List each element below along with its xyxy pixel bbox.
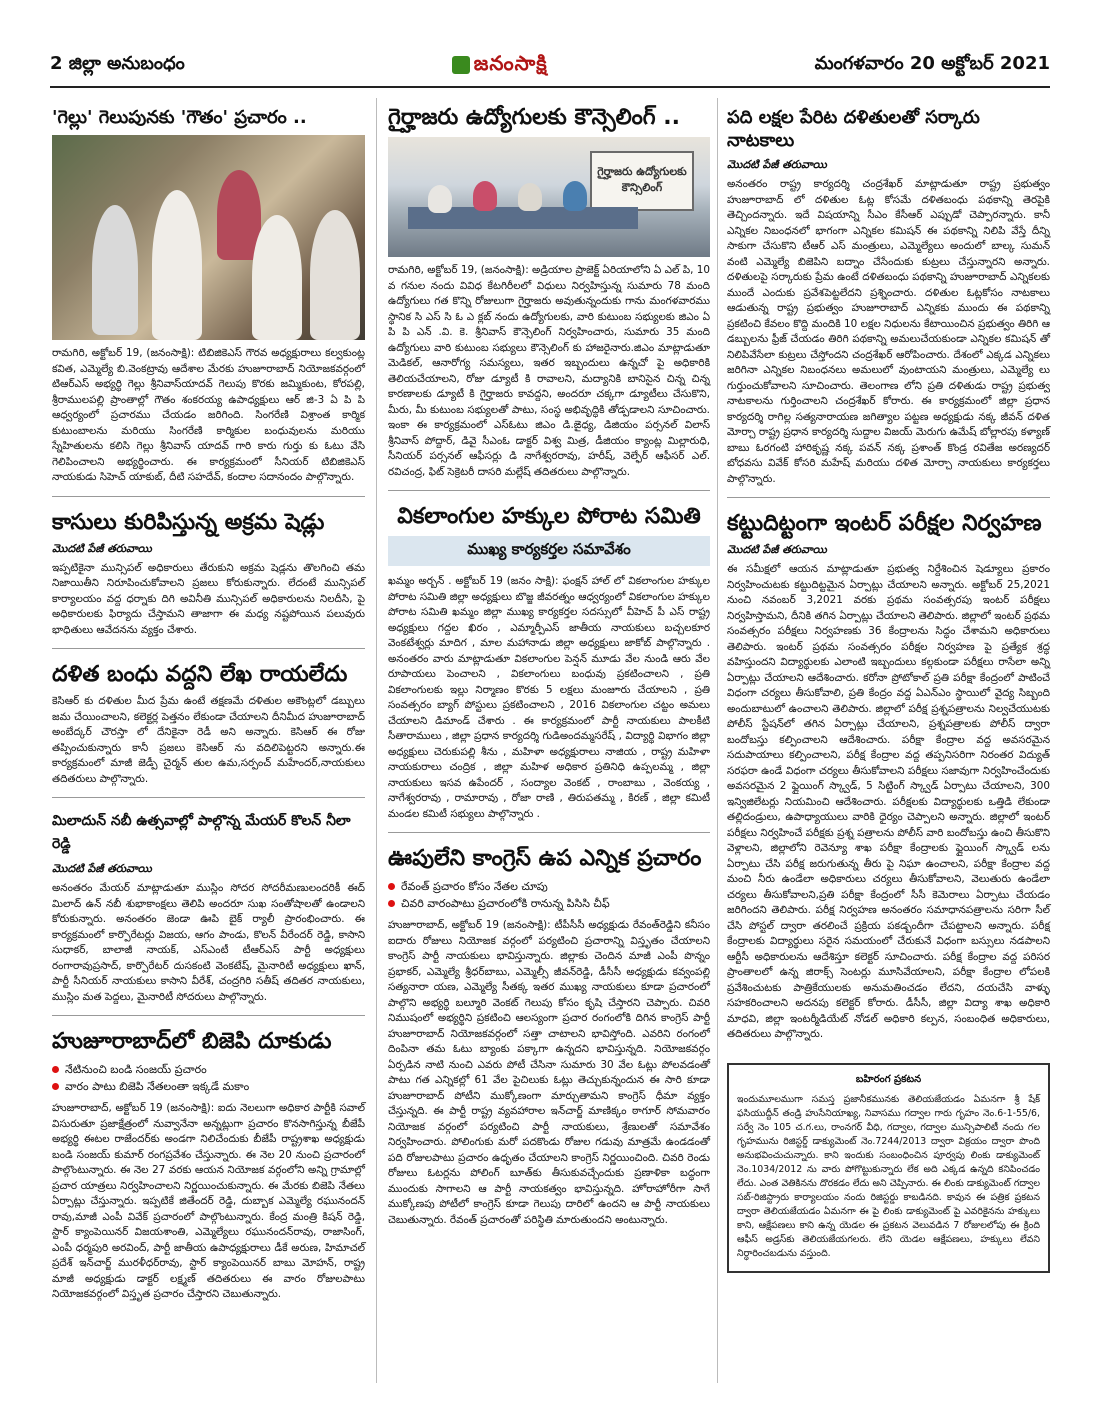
column-divider (376, 98, 377, 1383)
byline: మొదటి పేజీ తరువాయి (727, 543, 827, 556)
person-figure (428, 185, 452, 213)
article-body: ఖమ్మం అర్బన్ . అక్టోబర్ 19 (జనం సాక్షి): ఫంక్షన్ హాల్ లో వికలాంగుల హక్కుల పోరాట సమితి జిల్లా అధ్యక్షులు బొజ్జ జీవరత్నం ఆధ్వర్యంలో వికలాంగుల హక్కుల పోరాట సమితి ఖమ్మం జిల్లా ముఖ్య కార్యకర్తల సదస్సులో వీహెచ్ పీ ఎస్ రాష్ట్ర అధ్యక్షులు గద్దల ఖిరం , ఎమ్మార్పీఎస్ జాతీయ నాయకులు బచ్చలకూర వెంకటేశ్వర్లు మాదిగ , మాల మహానాడు జిల్లా అధ్యక్షులు జాకోబ్ పాల్గొన్నారు . అనంతరం వారు మాట్లాడుతూ వికలాంగుల పెన్షన్ మూడు వేల నుండి ఆరు వేల రూపాయలు పెంచాలని , వికలాంగులు బంధువు ప్రకటించాలని , ప్రతి వికలాంగులకు ఇల్లు నిర్మాణం కొరకు 5 లక్షలు మంజూరు చేయాలని , ప్రతి సంవత్సరం బ్యాగ్ పోస్టులు ప్రకటించాలని , 2016 వికలాంగుల చట్టం అమలు చేయాలని డిమాండ్ చేశారు . ఈ కార్యక్రమంలో పార్టీ నాయకులు పాలకీటి సీతారాములు , జిల్లా ప్రధాన కార్యదర్శి గుడిఅందమ్మసరేష్ , విద్యార్థి విభాగం జిల్లా అధ్యక్షులు చెరుకుపల్లి శీను , మహిళా అధ్యక్షురాలు నాజియ , రాష్ట్ర మహిళా నాయకురాలు చంద్రిక , జిల్లా మహిళ అధికార ప్రతినిధి ఉప్పలమ్మ , జిల్లా నాయకులు ఇసవ ఉపేందర్ , సంద్యాల వెంకట్ , రాంబాబు , వెంకయ్య , నాగేశ్వరరావు , రామారావు , రోజా రాణి , తిరుపతమ్మ , కిరణ్ , జిల్లా కమిటీ మండల కమిటీ సభ్యులు పాల్గొన్నారు . (388, 575, 710, 820)
article-body: అనంతరం రాష్ట్ర కార్యదర్శి చంద్రశేఖర్ మాట్లాడుతూ రాష్ట్ర ప్రభుత్వం హుజూరాబాద్ లో దళితుల ఓట్ల కోసమే దళితబంధు పథకాన్ని తెరపైకి తెచ్చిందన్నారు. ఇదే విషయాన్ని సీఎం కేసీఆర్ ఎప్పుడో చెప్పారన్నారు. కానీ ఎన్నికల నిబంధనలో భాగంగా ఎన్నికల కమిషన్ ఈ పథకాన్ని నిలిపి వేస్తే దీన్ని సాకుగా చేసుకొని టీఆర్ ఎస్ మంత్రులు, ఎమ్మెల్యేలు అందులో బాల్క సుమన్ వంటి ఎమ్మెల్యే బిజెపిని బద్నాం చేసేందుకు కుట్రలు చేస్తున్నారని అన్నారు. దళితులపై సర్కారుకు ప్రేమ ఉంటే దళితబంధు పథకాన్ని హుజూరాబాద్ ఎన్నికలకు ముందే ఎందుకు ప్రవేశపెట్టలేదని ప్రశ్నించారు. దళితుల ఓట్లకోసం నాటకాలు ఆడుతున్న రాష్ట్ర ప్రభుత్వం హుజూరాబాద్ ఎన్నికకు ముందు ఈ పథకాన్ని ప్రకటించి కేవలం కొద్ది మందికి 10 లక్షల నిధులను కేటాయించిన ప్రభుత్వం తిరిగి ఆ డబ్బులను ఫ్రీజ్ చేయడం తిరిగి పథకాన్ని అమలుచేయకుండా ఎన్నికల కమిషన్ తో నిలిపివేసేలా కుట్రలు చేస్తోందని చంద్రశేఖర్ ఆరోపించారు. దేశంలో ఎక్కడ ఎన్నికలు జరిగినా ఎన్నికల నిబంధనలు అమలులో వుంటాయని మంత్రులు, ఎమ్మెల్యే లు గుర్తుంచుకోవాలని సూచించారు. తెలంగాణ లోని ప్రతి దళితుడు రాష్ట్ర ప్రభుత్వ నాటకాలను గుర్తించాలని చంద్రశేఖర్ కోరారు. ఈ కార్యక్రమంలో జిల్లా ప్రధాన కార్యదర్శి రాగిల్ల సత్యనారాయణ జగిత్యాల పట్టణ అధ్యక్షుడు నక్క జీవన్ దళిత మోర్చా రాష్ట్ర ప్రధాన కార్యదర్శి సుద్దాల విజయ్ మెరుగు ఉమేష్ బోల్లారపు కళ్యాణ్ బాబు ఓరగంటి హారికృష్ణ నక్క పవన్ నక్క ప్రశాంత్ కొండ్ర రవితేజ అరణ్యదర్ బోధవసు వివేక్ కోసరి మహేష్ మరియు దళిత మోర్చా నాయకులు కార్యకర్తలు పాల్గొన్నారు. (727, 178, 1050, 485)
bullet-dot-icon (52, 1066, 59, 1073)
article-subheadline: ముఖ్య కార్యకర్తల సమావేశం (388, 536, 710, 566)
article-headline: కాసులు కురిపిస్తున్న అక్రమ షెడ్లు (52, 509, 325, 535)
bullet-dot-icon (52, 1083, 59, 1090)
person-figure (152, 190, 202, 340)
article-body: అనంతరం మేయర్ మాట్లాడుతూ ముస్లిం సోదర సోదరీమణులందరికీ ఈద్ మిలాద్ ఉన్ నబీ శుభాకాంక్షలు తెలిపి అందరూ సుఖ సంతోషాలతో ఉండాలని కోరుకున్నారు. అనంతరం జెండా ఊపి బైక్ ర్యాలీ ప్రారంభించారు. ఈ కార్యక్రమంలో కార్పొరేటర్లు విజయ, ఆగం పాండు, కొలన్ వీరేందర్ రెడ్డి, కాసాని సుధాకర్, బాలాజీ నాయక్, ఎస్ఎంటీ టీఆర్ఎస్ పార్టీ అధ్యక్షులు రంగారావుప్రసాద్, కార్పొరేటర్ దుసకంటి వెంకటేష్, మైనారిటీ అధ్యక్షులు ఖాన్, పార్టీ సీనియర్ నాయకులు కాసాని వీరేశ్, చంద్రగిరి సతీష్ తదితర నాయకులు, ముస్లిం మత పెద్దలు, మైనారిటీ సోదరులు పాల్గొన్నారు. (52, 882, 365, 1003)
divider (52, 648, 365, 649)
article-body: రామగిరి, అక్టోబర్ 19, (జనంసాక్షి): అడ్రియాల ప్రాజెక్ట్ ఏరియాలోని ఏ ఎల్ పి, 10 వ గనుల నందు వివిధ కేటగిరీలలో విధులు నిర్వహిస్తున్న సుమారు 78 మంది ఉద్యోగులు గత కొన్ని రోజులుగా గైర్హాజరు అవుతున్నందుకు గాను మంగళవారము స్థానిక సి ఎస్ సి ఓ ఎ క్లబ్ నందు ఉద్యోగులకు, వారి కుటుంబ సభ్యులకు జిఎం ఏ పి పి ఎన్ .వి. కె. శ్రీనివాస్ కౌన్సెలింగ్ నిర్వహించారు, సుమారు 35 మంది ఉద్యోగులు వారి కుటుంబ సభ్యులు కౌన్సెలింగ్ కు హాజరైనారు.జిఎం మాట్లాడుతూ మెడికల్, ఆనారోగ్య సమస్యలు, ఇతర ఇబ్బందులు ఉన్నచో పై అధికారికి తెలియచేయాలని, రోజు డ్యూటీ కి రావాలని, మద్యానికి బానిసైన చిన్న చిన్న కారణాలకు డ్యూటీ కి గైర్హాజరు కావద్దని, అందరూ చక్కగా డ్యూటీలు చేసుకొని, మీరు, మీ కుటుంబ సభ్యులతో పాటు, సంస్థ అభివృద్ధికి తోడ్పడాలని సూచించారు. ఇంకా ఈ కార్యక్రమంలో ఎస్ఓటు జిఎం డి.ఙైధ్య, డిజియం పర్సనల్ విలాస్ శ్రీనివాస్ పోద్దార్, డివై సీఎంఓ డాక్టర్ విశ్వ మిత్ర, డీజియం క్యాంట్ల మిల్లారుధి, సీనియర్ పర్సనల్ ఆఫీసర్లు డి నాగేశ్వరరావు, హరీష్, వెల్ఫేర్ ఆఫీసర్ ఎల్. రవిచంద్ర, ఫిట్ సెక్రెటరీ దాసరి మల్లేష్ తదితరులు పాల్గొన్నారు. (388, 264, 710, 478)
page-label: 2 జిల్లా అనుబంధం (50, 52, 185, 74)
person-figure (518, 183, 542, 211)
article-headline: హుజూరాబాద్‌లో బిజెపి దూకుడు (52, 1029, 332, 1054)
divider (52, 496, 365, 497)
article-headline: కట్టుదిట్టంగా ఇంటర్ పరీక్షల నిర్వహణ (727, 511, 1042, 536)
bullet-point: చివరి వారంపాటు ప్రచారంలోకి రానున్న పిసిసి చీఫ్ (388, 895, 710, 912)
divider (388, 490, 710, 491)
byline: మొదటి పేజీ తరువాయి (52, 541, 152, 555)
article-body: ఇప్పటికైనా మున్సిపల్ అధికారులు తేరుకుని అక్రమ షెడ్లను తొలగించి తమ నిజాయితీని నిరూపించుకోవాలని ప్రజలు కోరుకున్నారు. లేదంటే మున్సిపల్ కార్యాలయం వద్ద ధర్నాకు దిగి అవినీతి మున్సిపల్ అధికారులను నిలదీసి, పై అధికారులకు ఫిర్యాదు చేస్తామని తాజాగా ఈ మధ్య నష్టపోయిన పలువురు భాధితులు ఆవేదనను వ్యక్తం చేశారు. (52, 561, 365, 636)
ad-title: బహిరంగ ప్రకటన (855, 1073, 922, 1085)
person-figure (92, 205, 138, 335)
counselling-banner: గైర్హాజరు ఉద్యోగులకు కౌన్సిలింగ్ (590, 151, 694, 211)
bullet-point: రేవంత్ ప్రచారం కోసం నేతల చూపు (388, 878, 710, 895)
column-3 (727, 98, 1050, 1273)
ad-body: ఇందుమూలముగా సమస్త ప్రజానీకమునకు తెలియజేయడం ఏమనగా శ్రీ షేక్ ఫసియుద్దీన్ తండ్రి హుసేనియాఖ్య, నివాసము గద్వాల గారు గృహం నెం.6-1-55/6, సర్వే నెం 105 చ.గ.లు, రాంనగర్ వీధి, గద్వాల, గద్వాల మున్సిపాలిటీ నందు గల గృహమును రిజిస్టర్డ్ డాక్యుమెంట్ నెం.7244/2013 ద్వారా విక్రయం ద్వారా పొంది అనుభవించుచున్నారు. కాని ఇందుకు సంబంధించిన పూర్వపు లింకు డాక్యుమెంట్ నెం.1034/2012 ను వారు పోగొట్టుకున్నారు లేక అది ఎక్కడ ఉన్నది కనిపించడం లేదు. ఎంత వెతికినను దొరకడం లేదు అని చెప్పినారు. ఈ లింకు డాక్యుమెంట్ గద్వాల సబ్-రిజిస్ట్రారు కార్యాలయం నందు రిజిస్టర్డు కాబడినది. కావున ఈ పత్రిక ప్రకటన ద్వారా తెలియజేయడం ఏమనగా ఈ పై లింకు డాక్యుమెంట్ పై ఎవరికైనను హక్కులు కాని, ఆక్షేపణలు కాని ఉన్న యెడల ఈ ప్రకటన వెలువడిన 7 రోజులలోపు ఈ క్రింది ఆఫీస్ అడ్రస్‌కు తెలియజేయగలరు. లేని యెడల ఆక్షేపణలు, హక్కులు లేవని నిర్ధారించబడును వస్తుంది. (737, 1093, 1040, 1259)
bullet-point: నేటినుంచి బండి సంజయ్ ప్రచారం (52, 1061, 365, 1078)
article-body: కెసిఆర్ కు దళితుల మీద ప్రేమ ఉంటే తక్షణమే దళితుల అకౌంట్లలో డబ్బులు జమ చేయించాలని, కలెక్టర్ల పెత్తనం లేకుండా చేయాలని దీనిమీద హుజూరాబాద్ అంబేద్కర్ చౌరస్తా లో దేనికైనా రెడీ అని అన్నారు. కెసిఆర్ ఈ రోజు తప్పించుకున్నారు కానీ ప్రజలు కెసిఆర్ ను వదిలిపెట్టరని అన్నారు.ఈ కార్యక్రమంలో మాజీ జెడ్పీ చైర్మన్ తుల ఉమ,సర్పంచ్ మహేందర్,నాయకులు తదితరులు పాల్గొన్నారు. (52, 695, 365, 785)
masthead (50, 48, 1050, 82)
article-headline: గైర్హాజరు ఉద్యోగులకు కౌన్సెలింగ్ .. (388, 105, 680, 130)
bullet-dot-icon (388, 900, 395, 907)
person-figure (252, 215, 302, 340)
article-headline: ఊపులేని కాంగ్రెస్ ఉప ఎన్నిక ప్రచారం (388, 846, 702, 871)
person-figure (563, 181, 587, 211)
bullet-point: వారం పాటు బిజెపి నేతలంతా ఇక్కడే మకాం (52, 1078, 365, 1095)
divider (388, 832, 710, 833)
article-headline: 'గెల్లు' గెలుపునకు 'గౌతం' ప్రచారం .. (52, 107, 307, 128)
issue-date: మంగళవారం 20 అక్టోబర్ 2021 (814, 52, 1050, 74)
article-body: ఈ సమీక్షలో ఆయన మాట్లాడుతూ ప్రభుత్వ నిర్దేశించిన షెడ్యూలు ప్రకారం నిర్వహించుటకు కట్టుదిట్టమైన ఏర్పాట్లు చేయాలని అన్నారు. అక్టోబర్ 25,2021 నుంచి నవంబర్ 3,2021 వరకు ప్రథమ సంవత్సరపు ఇంటర్ పరీక్షలు నిర్వహిస్తామని, దీనికి తగిన ఏర్పాట్లు చేయాలని తెలిపారు. జిల్లాలో ఇంటర్ ప్రథమ సంవత్సరం పరీక్షలు నిర్వహణకు 36 కేంద్రాలను సిద్ధం చేశామని అధికారులు తెలిపారు. ఇంటర్ ప్రథమ సంవత్సరం పరీక్షల నిర్వహణ పై ప్రత్యేక శ్రద్ధ వహిస్తుందని విద్యార్థులకు ఎలాంటి ఇబ్బందులు కల్గకుండా పరీక్షలు రాసేలా అన్ని ఏర్పాట్లు చేయాలని ఆదేశించారు. కరోనా ప్రోటోకాల్ ప్రతి పరీక్షా కేంద్రంలో పాటించే విధంగా చర్యలు తీసుకోవాలి, ప్రతి కేంద్రం వద్ద ఏఎన్ఎం స్థాయిలో వైద్య సిబ్బంది అందుబాటులో ఉంచాలని తెలిపారు. జిల్లాలో పరీక్ష ప్రశ్నపత్రాలను నిల్వచేయుటకు పోలీస్ స్టేషన్‌లో తగిన ఏర్పాట్లు చేయాలని, ప్రశ్నపత్రాలకు పోలీస్ ద్వారా బందోబస్తు కల్పించాలని ఆదేశించారు. పరీక్షా కేంద్రాల వద్ద అవసరమైన సదుపాయాలు కల్పించాలని, పరీక్ష కేంద్రాల వద్ద తప్పనిసరిగా నిరంతర విద్యుత్ సరఫరా ఉండే విధంగా చర్యలు తీసుకోవాలని పరీక్షలు సజావుగా నిర్వహించేందుకు అవసరమైన 2 ఫ్లైయింగ్ స్క్వాడ్, 5 సిట్టింగ్ స్క్వాడ్ ఏర్పాటు చేయాలని, 300 ఇన్విజిలేటర్లు నియమించి ఆదేశించారు. పరీక్షలకు విద్యార్థులకు ఒత్తిడి లేకుండా తల్లిదండ్రులు, ఉపాధ్యాయులు వారికి ధైర్యం చెప్పాలని అన్నారు. జిల్లాలో ఇంటర్ పరీక్షలు నిర్వహించే పరీక్షకు ప్రశ్న పత్రాలను పోలీస్ వారి బందోబస్తు ఉంచి తీసుకొని వెళ్లాలని, జిల్లాలోని రెవెన్యూ శాఖ పరీక్షా కేంద్రాలకు ఫ్లైయింగ్ స్క్వాడ్ లను ఏర్పాటు చేసి పరీక్ష జరుగుతున్న తీరు పై నిఘా ఉంచాలని, పరీక్షా కేంద్రాల వద్ద మంచి నీరు ఉండేలా అధికారులు చర్యలు తీసుకోవాలని, వెలుతురు ఉండేలా చర్యలు తీసుకోవాలని,ప్రతి పరీక్షా కేంద్రంలో సీసీ కెమెరాలు ఏర్పాటు చేయడం జరిగిందని తెలిపారు. పరీక్ష నిర్వహణ అనంతరం సమాధానపత్రాలను సరిగా సీల్ చేసి పోస్టల్ ద్వారా తరలించే ప్రక్రియ పకడ్బందీగా చేపట్టాలని అన్నారు. పరీక్ష కేంద్రాలకు విద్యార్థులు సరైన సమయంలో చేరుకునే విధంగా బస్సులు నడపాలని ఆర్టీసీ అధికారులను ఆదేశిస్తూ కలెక్టర్ సూచించారు. పరీక్ష కేంద్రాల వద్ద పరిసర ప్రాంతాలలో ఉన్న జిరాక్స్ సెంటర్లు మూసివేయాలని, పరీక్షా కేంద్రాల లోపలకి ప్రవేశించుటకు పాత్రికేయులకు అనుమతించడం లేదని, దయచేసి వాళ్ళు సహకరించాలని అదనపు కలెక్టర్ కోరారు. డీసీసీ, జిల్లా విద్యా శాఖ అధికారి మాధవి, జిల్లా ఇంటర్మీడియేట్ నోడల్ అధికారి కల్పన, సంబంధిత అధికారులు, తదితరులు పాల్గొన్నారు. (727, 563, 1050, 1040)
column-1 (52, 98, 365, 1309)
article-headline: పది లక్షల పేరిట దళితులతో సర్కారు నాటకాలు (727, 107, 980, 151)
divider (52, 1015, 365, 1016)
column-2 (388, 98, 710, 1234)
article-headline: మిలాదున్ నబీ ఉత్సవాల్లో పాల్గొన్న మేయర్ కొలన్ నీలా రెడ్డి (52, 813, 351, 852)
logo-hand-icon (452, 56, 470, 74)
newspaper-logo (452, 51, 548, 80)
meeting-room-photo (388, 137, 710, 257)
person-figure (310, 210, 360, 340)
logo-text: జనంసాక్షి (473, 50, 548, 75)
divider (52, 797, 365, 798)
byline: మొదటి పేజీ తరువాయి (52, 862, 152, 875)
byline: మొదటి పేజీ తరువాయి (727, 158, 827, 171)
article-body: హుజూరాబాద్, అక్టోబర్ 19 (జనంసాక్షి): ఐదు నెలలుగా అధికార పార్టీకి సవాల్ విసురుతూ ప్రజాక్షేత్రంలో నువ్వానేనా అన్నట్లుగా ప్రచారం కొనసాగిస్తున్న బీజేపీ అభ్యర్థి ఈటల రాజేందర్‌కు అండగా నిలిచేందుకు బీజేపీ రాష్ట్రశాఖ అధ్యక్షుడు బండి సంజయ్ కుమార్ రంగప్రవేశం చేస్తున్నారు. ఈ నెల 20 నుంచి ప్రచారంలో పాల్గొంటున్నారు. ఈ నెల 27 వరకు ఆయన నియోజక వర్గంలోని అన్ని గ్రామాల్లో ప్రచార యాత్రలు నిర్వహించాలని నిర్ణయించుకున్నారు. ఈ మేరకు బిజెపి నేతలు ఏర్పాట్లు చేస్తున్నారు. ఇప్పటికే జితేందర్ రెడ్డి, దుబ్బాక ఎమ్మెల్యే రఘునందన్ రావు,మాజీ ఎంపీ వివేక్ ప్రచారంలో పాల్గొంటున్నారు. కేంద్ర మంత్రి కిషన్ రెడ్డి, స్టార్ క్యాంపెయినర్ విజయశాంతి, ఎమ్మెల్యేలు రఘునందన్‌రావు, రాజాసింగ్, ఎంపీ ధర్మపురి అరవింద్, పార్టీ జాతీయ ఉపాధ్యక్షురాలు డీకే అరుణ, హిమాచల్ ప్రదేశ్ ఇన్‌చార్జ్ మురళీధర్‌రావు, స్టార్ క్యాంపెయినర్ బాబు మోహన్, రాష్ట్ర మాజీ అధ్యక్షుడు డాక్టర్ లక్ష్మణ్ తదితరులు ఈ వారం రోజులపాటు నియోజకవర్గంలో విస్తృత ప్రచారం చేస్తారని చెబుతున్నారు. (52, 1102, 365, 1300)
article-body: హుజూరాబాద్, అక్టోబర్ 19 (జనంసాక్షి): టీపీసీసీ అధ్యక్షుడు రేవంత్‌రెడ్డిని కనీసం ఐదారు రోజులు నియోజక వర్గంలో పర్యటించి ప్రచారాన్ని విస్తృతం చేయాలని కాంగ్రెస్ పార్టీ నాయకులు భావిస్తున్నారు. జిల్లాకు చెందిన మాజీ ఎంపీ పొన్నం ప్రభాకర్, ఎమ్మెల్యే శ్రీధర్‌బాబు, ఎమ్మెల్సీ జీవన్‌రెడ్డి, డీసీసీ అధ్యక్షుడు కవ్వంపల్లి సత్యనారా యణ, ఎమ్మెల్యే సీతక్క ఇతర ముఖ్య నాయకులు కూడా ప్రచారంలో పాల్గొని అభ్యర్థి బల్మూరి వెంకట్ గెలుపు కోసం కృషి చేస్తారని చెప్పారు. చివరి నిముషంలో అభ్యర్థిని ప్రకటించి ఆలస్యంగా ప్రచార రంగంలోకి దిగిన కాంగ్రెస్ పార్టీ హుజూరాబాద్ నియోజకవర్గంలో సత్తా చాటాలని భావిస్తోంది. ఎవరిని రంగంలో దింపినా తమ ఓటు బ్యాంకు పక్కాగా ఉన్నదని భావిస్తున్నది. నియోజకవర్గం ఏర్పడిన నాటి నుంచి ఎవరు పోటీ చేసినా సుమారు 30 వేల ఓట్లు పోలవడంతో పాటు గత ఎన్నికల్లో 61 వేల పైచిలుకు ఓట్లు తెచ్చుకున్నందున ఈ సారి కూడా హుజూరాబాద్ పోటీని ముక్కోణంగా మార్చుతామని కాంగ్రెస్ ధీమా వ్యక్తం చేస్తున్నది. ఈ పార్టీ రాష్ట్ర వ్యవహారాల ఇన్‌చార్జ్ మాణిక్కం ఠాగూర్ సోమవారం నియోజక వర్గంలో పర్యటించి పార్టీ నాయకులు, శ్రేణులతో సమావేశం నిర్వహించారు. పోలింగుకు మరో పదకొండు రోజుల గడువు మాత్రమే ఉండడంతో పది రోజులపాటు ప్రచారం ఉధృతం చేయాలని కాంగ్రెస్ నిర్ణయించింది. చివరి రెండు రోజులు ఓటర్లను పోలింగ్ బూత్‌కు తీసుకువచ్చేందుకు ప్రణాళికా బద్ధంగా ముందుకు సాగాలని ఆ పార్టీ నాయకత్వం భావిస్తున్నది. హోరాహోరీగా సాగే ముక్కోణపు పోటీలో కాంగ్రెస్ కూడా గెలుపు దారిలో ఉందని ఆ పార్టీ నాయకులు చెబుతున్నారు. రేవంత్ ప్రచారంతో పరిస్థితి మారుతుందని అంటున్నారు. (388, 919, 710, 1226)
article-body: రామగిరి, అక్టోబర్ 19, (జనంసాక్షి): టిబిజికెఎస్ గౌరవ అధ్యక్షురాలు కల్వకుంట్ల కవిత, ఎమ్మెల్యే బి.వెంకట్రావు ఆదేశాల మేరకు హుజూరాబాద్ నియోజకవర్గంలో టిఆర్ఎస్ అభ్యర్థి గెల్లు శ్రీనివాస్‌యాదవ్ గెలుపు కొరకు జమ్మికుంట, కోరపల్లి, శ్రీరాములపల్లి ప్రాంతాల్లో గౌతం శంకరయ్య ఉపాధ్యక్షులు ఆర్ జి-3 ఏ పి పి ఆధ్వర్యంలో ప్రచారము చేయడం జరిగింది. సింగరేణి విశ్రాంత కార్మిక కుటుంబాలను మరియు సింగరేణి కార్మికుల బంధువులను మరియు స్నేహితులను కలిసి గెల్లు శ్రీనివాస్ యాదవ్ గారి కారు గుర్తు కు ఓటు వేసి గెలిపించాలని అభ్యర్థించారు. ఈ కార్యక్రమంలో సీనియర్ టిబిజికెఎస్ నాయకుడు సిహెచ్ యాకుబ్, దీటి సహదేవ్, కందాల సదానందం పాల్గొన్నారు. (52, 347, 365, 483)
column-divider (717, 98, 718, 1383)
divider (727, 497, 1050, 498)
group-of-people-photo (52, 135, 365, 340)
article-headline: వికలాంగుల హక్కుల పోరాట సమితి (397, 504, 701, 529)
article-headline: దళిత బంధు వద్దని లేఖ రాయలేదు (52, 662, 348, 687)
public-notice-ad (727, 1063, 1050, 1273)
masthead-rule (50, 86, 1050, 88)
person-figure (473, 181, 497, 211)
bullet-dot-icon (388, 883, 395, 890)
